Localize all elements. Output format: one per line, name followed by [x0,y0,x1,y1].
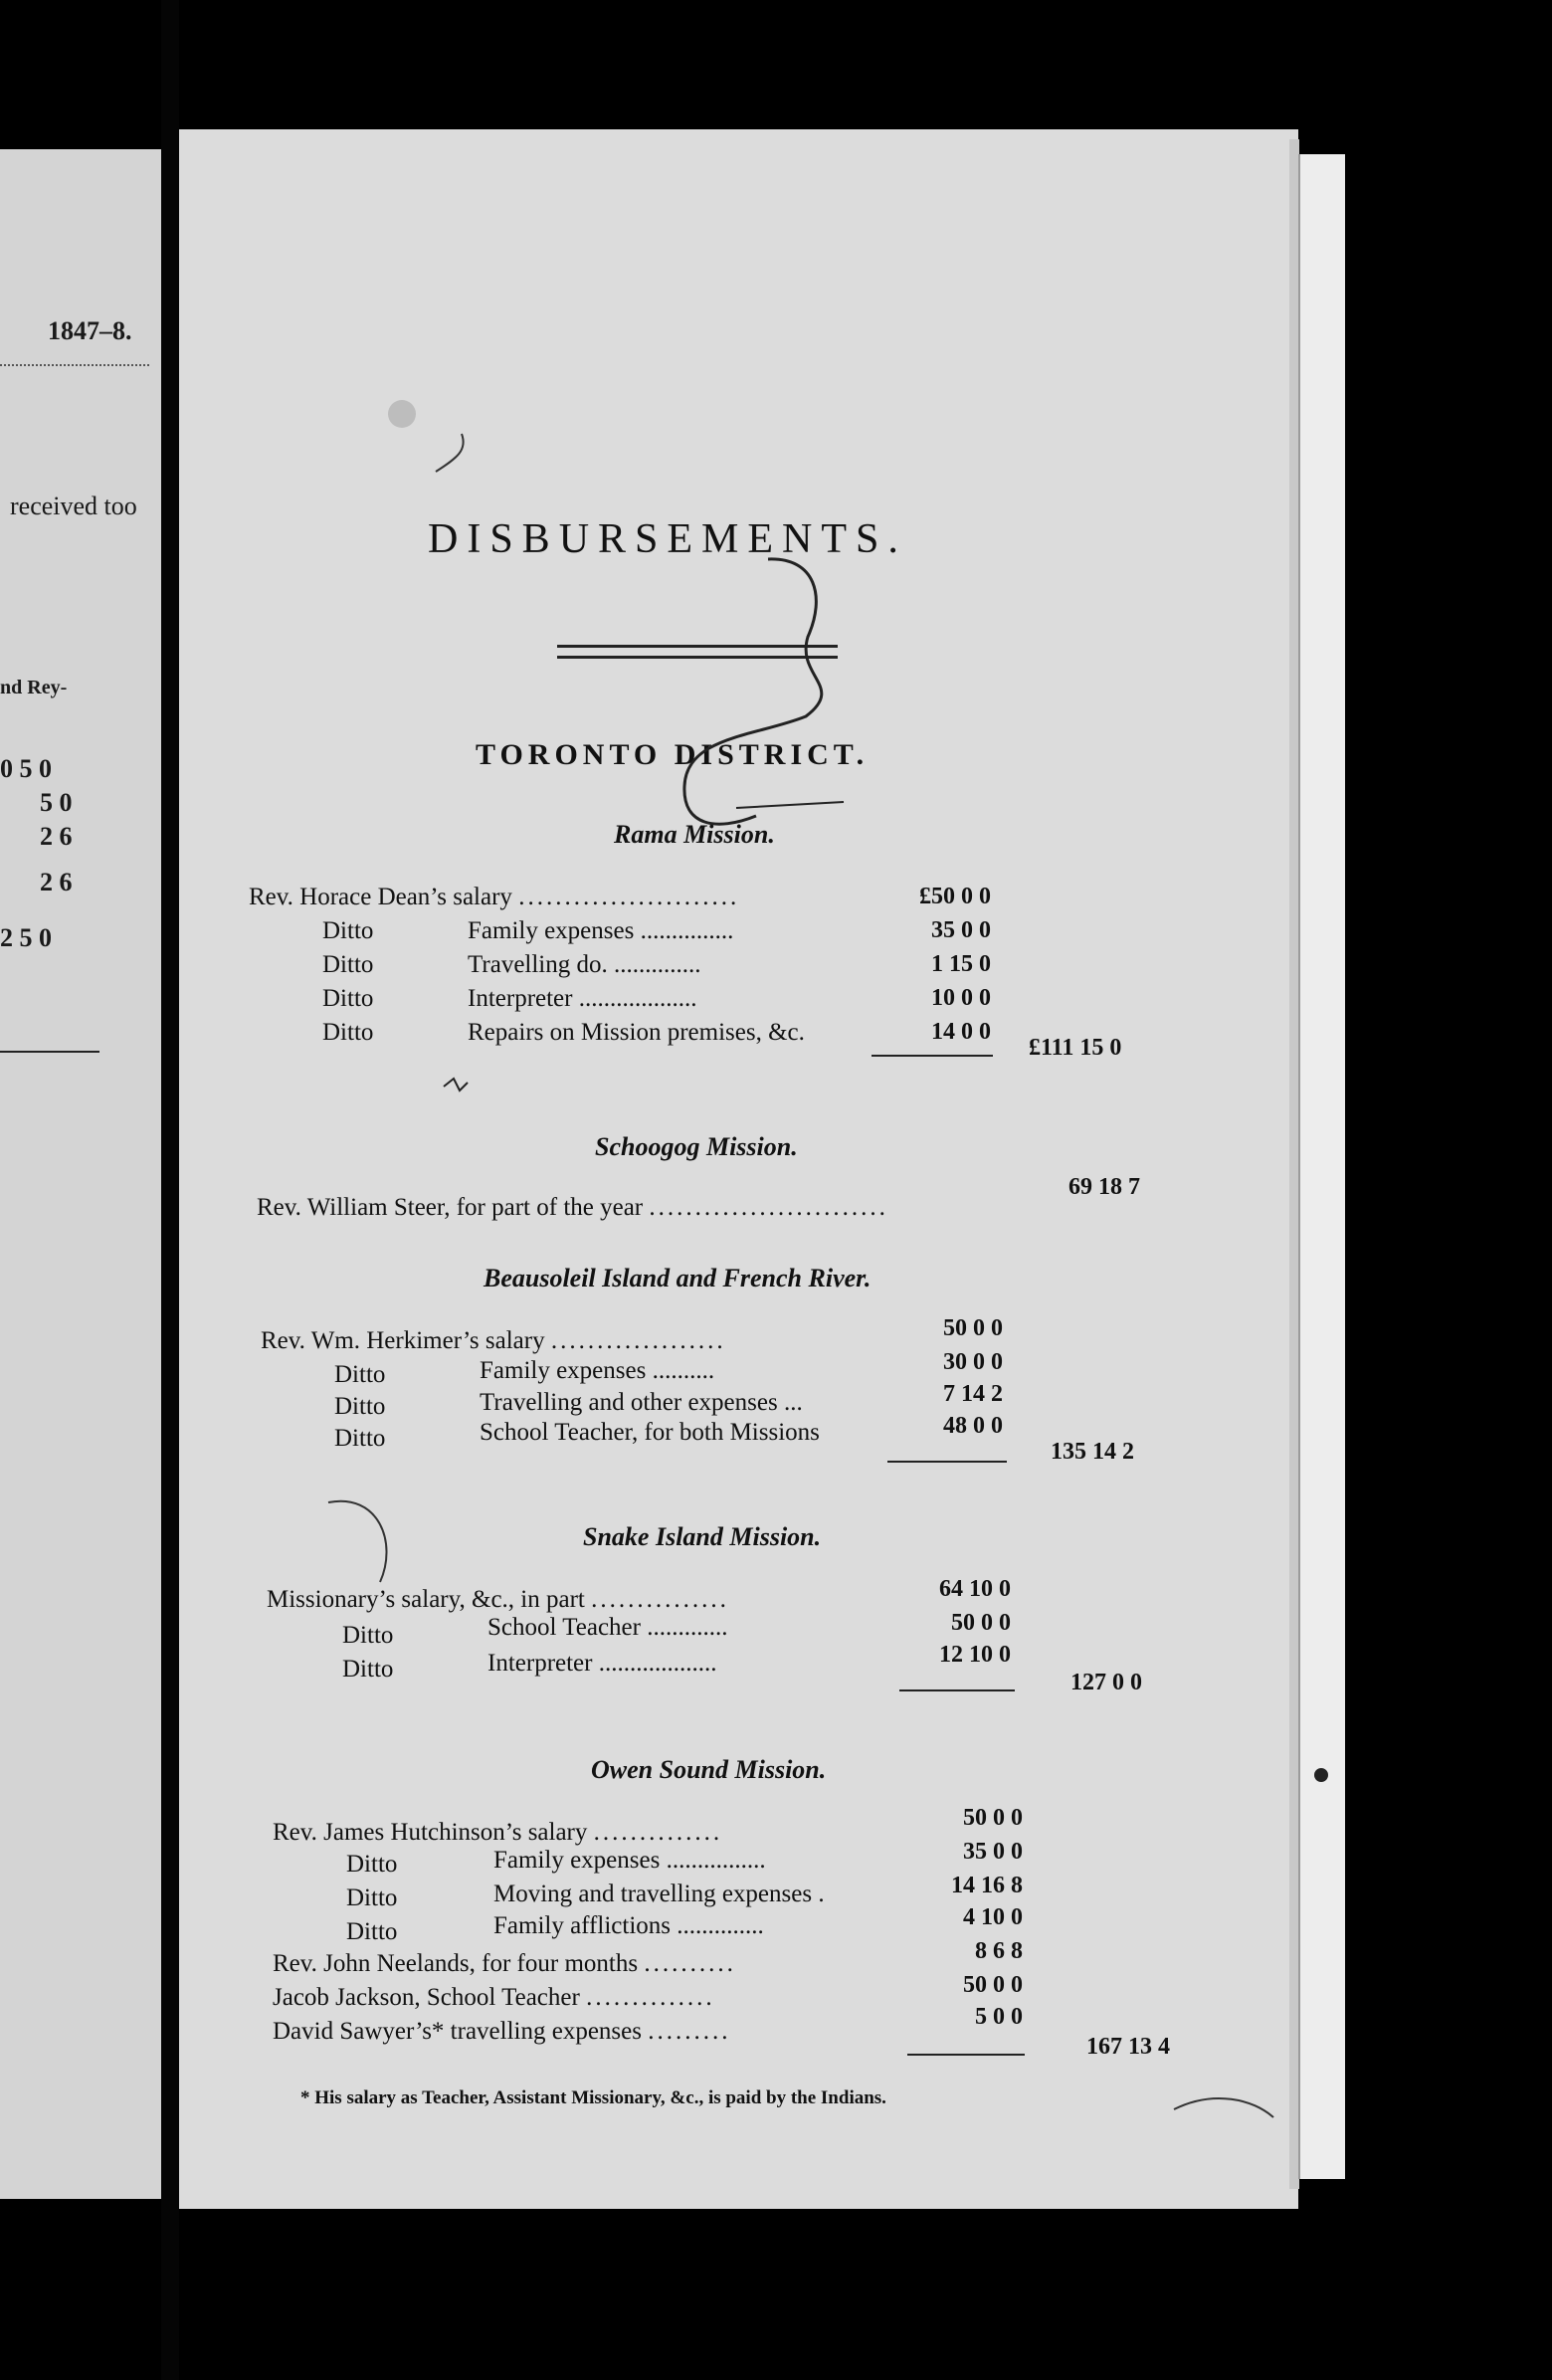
row-sub: Family expenses [493,1847,661,1874]
snake-total: 127 0 0 [1070,1670,1142,1695]
row-label: Rev. William Steer, for part of the year [257,1194,644,1221]
left-row: 2 6 [40,868,73,896]
page-title: DISBURSEMENTS. [428,516,907,562]
row-label: David Sawyer’s* travelling expenses [273,2018,642,2045]
row-sub: Family expenses [480,1357,647,1384]
beausoleil-amount: 48 0 0 [943,1413,1003,1439]
left-row: 5 0 [40,788,73,817]
left-rey-text: nd Rey- [0,677,68,698]
row-label: Missionary’s salary, &c., in part [267,1586,585,1613]
left-total: 2 5 0 [0,923,52,952]
district-heading: TORONTO DISTRICT. [476,738,870,771]
rama-total: £111 15 0 [1029,1035,1122,1061]
owen-mission-heading: Owen Sound Mission. [591,1755,827,1784]
row-sub: Family afflictions [493,1912,671,1939]
left-row: 0 5 0 [0,754,52,783]
dot-leader: ........................ [518,884,740,910]
dot-leader: ............. [640,1614,728,1641]
owen-total: 167 13 4 [1086,2034,1170,2060]
rama-row-sub: Repairs on Mission premises, &c. [468,1019,805,1046]
beausoleil-row-sub: School Teacher, for both Missions [480,1419,820,1446]
dot-leader: ......... [648,2018,731,2045]
left-year: 1847–8. [48,316,132,345]
row-label: Rev. James Hutchinson’s salary [273,1819,588,1846]
beausoleil-mission-heading: Beausoleil Island and French River. [484,1264,872,1292]
row-label: Rev. John Neelands, for four months [273,1950,639,1977]
footnote: * His salary as Teacher, Assistant Missionary, &c., is paid by the Indians. [300,2087,886,2108]
row-sub: Family expenses [468,917,635,944]
snake-mission-heading: Snake Island Mission. [583,1522,822,1551]
dot-leader: .......................... [649,1194,888,1221]
owen-amount: 5 0 0 [975,2004,1023,2030]
owen-amount: 50 0 0 [963,1972,1023,1998]
owen-amount: 14 16 8 [951,1873,1023,1898]
snake-amount: 50 0 0 [951,1610,1011,1636]
dot-leader: .............. [586,1984,715,2011]
row-sub: Interpreter [468,985,573,1012]
schoogog-mission-heading: Schoogog Mission. [595,1132,798,1161]
beausoleil-amount: 7 14 2 [943,1381,1003,1407]
snake-amount: 12 10 0 [939,1642,1011,1668]
rama-row-label: Ditto [322,917,374,944]
snake-amount: 64 10 0 [939,1576,1011,1602]
owen-row-label: Ditto [346,1884,398,1911]
rama-amount: 35 0 0 [931,917,991,943]
beausoleil-row-label: Ditto [334,1393,386,1420]
dot-leader: ............... [591,1586,729,1613]
dot-leader: .......... [646,1357,715,1384]
row-label: Rev. Wm. Herkimer’s salary [261,1327,545,1354]
snake-row-label: Ditto [342,1656,394,1683]
rama-amount: 1 15 0 [931,951,991,977]
dot-leader: .............. [593,1819,723,1846]
beausoleil-row-label: Ditto [334,1425,386,1452]
owen-amount: 8 6 8 [975,1938,1023,1964]
left-row: 2 6 [40,822,73,851]
dot-leader: ... [777,1389,803,1416]
left-received-text: received too [10,492,137,520]
row-label: Rev. Horace Dean’s salary [249,884,512,910]
dot-leader: ................ [660,1847,766,1874]
row-sub: School Teacher [487,1614,641,1641]
beausoleil-row-label: Ditto [334,1361,386,1388]
schoogog-total: 69 18 7 [1068,1174,1140,1200]
rama-row-label: Ditto [322,1019,374,1046]
owen-row-label: Ditto [346,1851,398,1878]
dot-leader: .............. [671,1912,764,1939]
owen-row-label: Ditto [346,1918,398,1945]
rama-row-label: Ditto [322,985,374,1012]
row-label: Jacob Jackson, School Teacher [273,1984,580,2011]
dot-leader: ................... [550,1327,726,1354]
row-sub: Travelling do. [468,951,608,978]
rama-row-label: Ditto [322,951,374,978]
beausoleil-amount: 30 0 0 [943,1349,1003,1375]
rama-amount: 10 0 0 [931,985,991,1011]
dot-leader: ................... [572,985,697,1012]
owen-amount: 50 0 0 [963,1805,1023,1831]
rama-amount: 14 0 0 [931,1019,991,1045]
snake-row-label: Ditto [342,1622,394,1649]
beausoleil-total: 135 14 2 [1051,1439,1134,1465]
beausoleil-amount: 50 0 0 [943,1315,1003,1341]
owen-row-sub: Moving and travelling expenses . [493,1881,825,1907]
row-sub: Travelling and other expenses [480,1389,778,1416]
dot-leader: ................... [592,1650,717,1677]
owen-amount: 35 0 0 [963,1839,1023,1865]
rama-mission-heading: Rama Mission. [614,820,775,849]
owen-amount: 4 10 0 [963,1904,1023,1930]
row-sub: Interpreter [487,1650,593,1677]
dot-leader: ............... [634,917,734,944]
rama-amount: £50 0 0 [919,884,991,909]
dot-leader: .............. [607,951,701,978]
dot-leader: .......... [644,1950,736,1977]
